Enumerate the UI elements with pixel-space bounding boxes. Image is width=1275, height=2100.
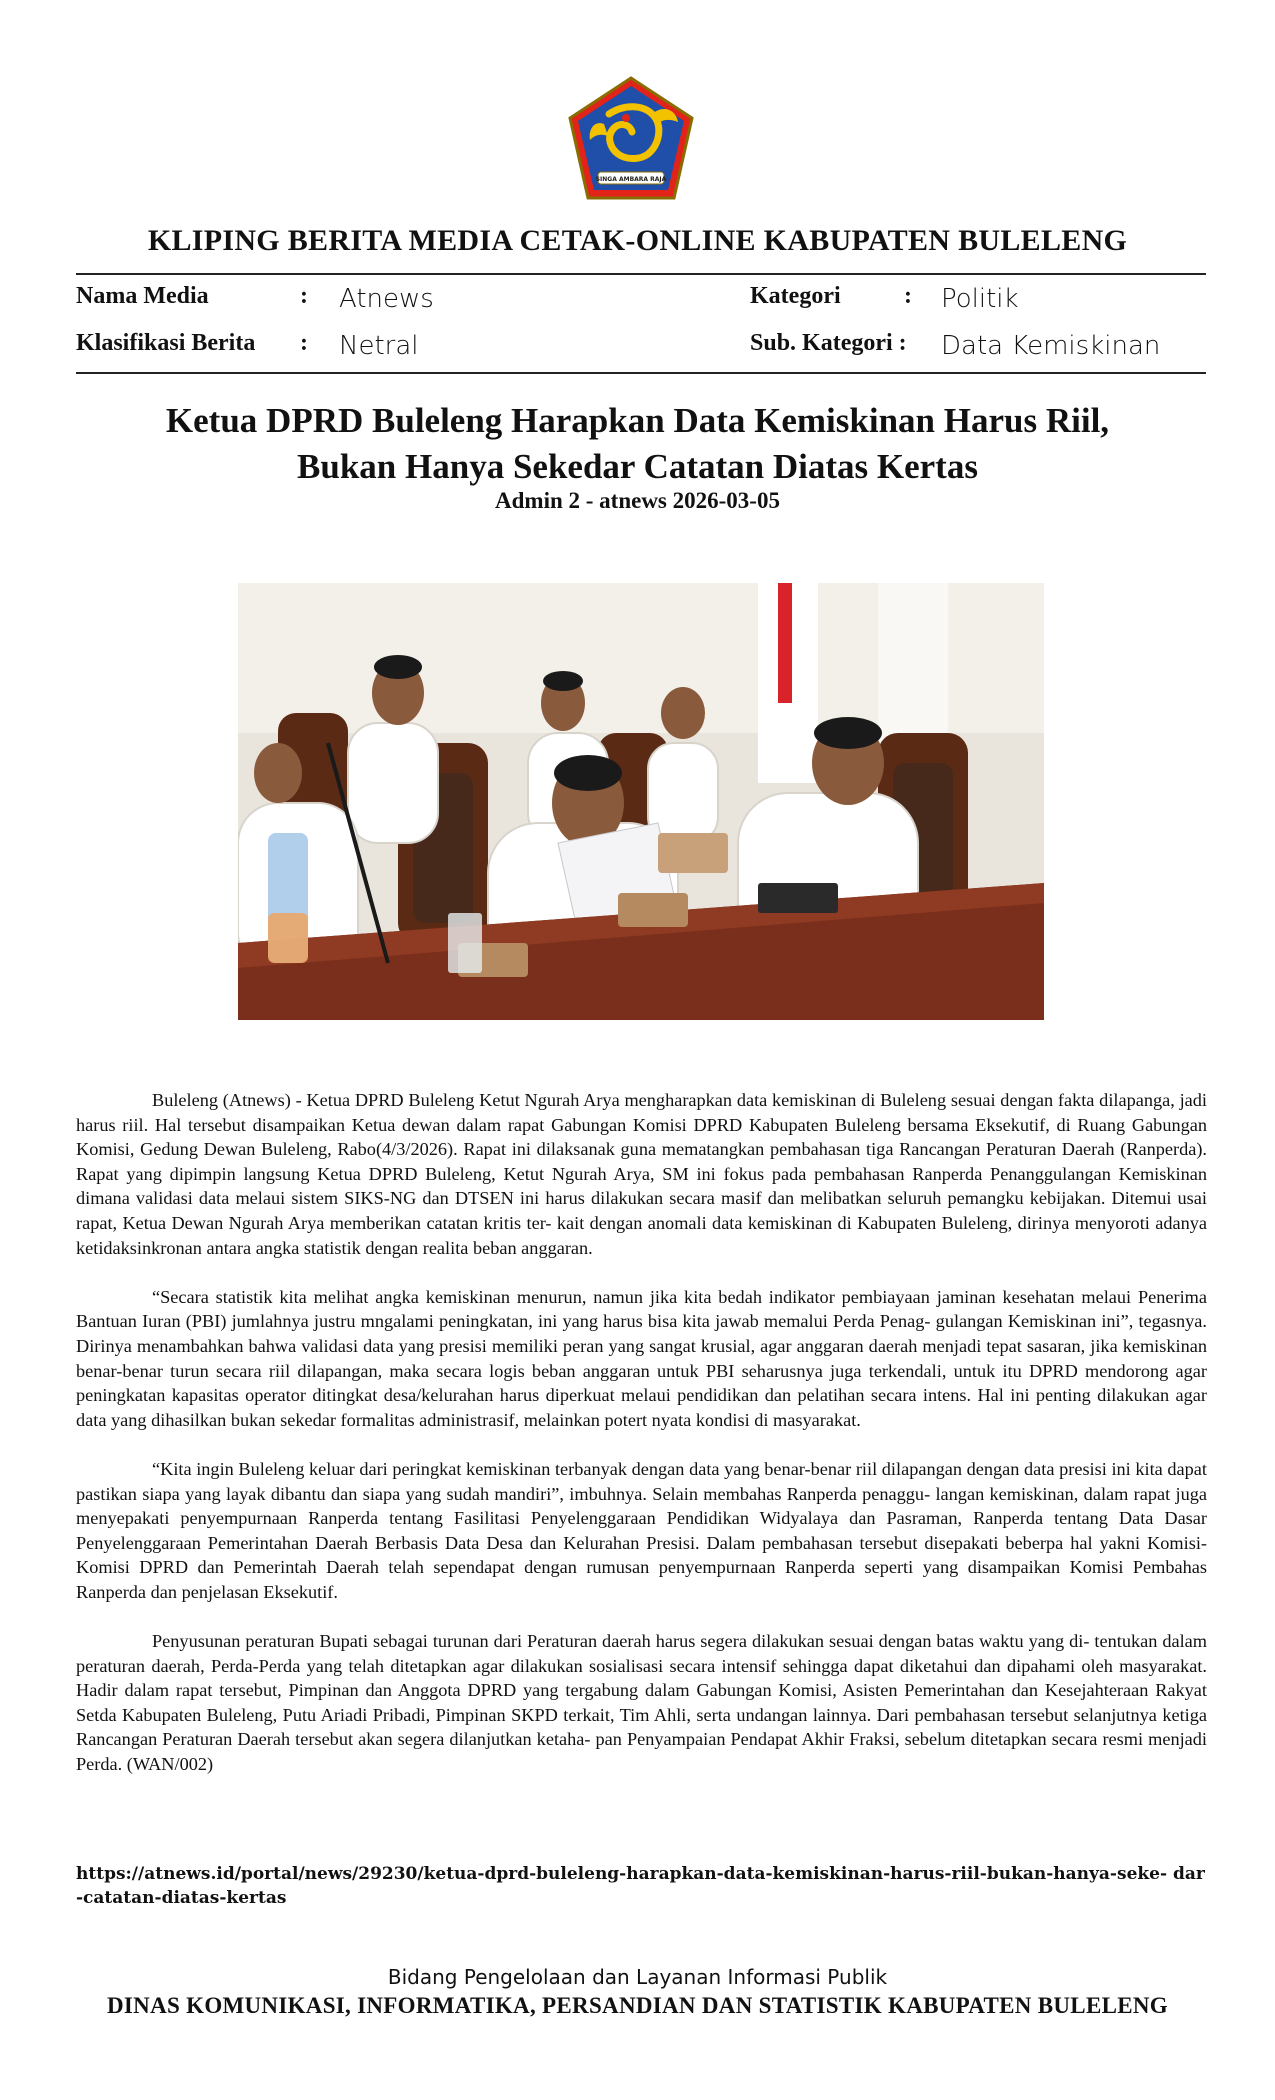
buleleng-emblem-logo [564, 74, 698, 202]
sub-kategori-value: Data Kemiskinan [941, 331, 1161, 361]
header-top-divider [76, 273, 1206, 275]
article-body [76, 1088, 1207, 1801]
article-paragraph-4: Penyusunan peraturan Bupati sebagai turunan dari Peraturan daerah harus segera dilakukan sesuai dengan batas waktu yang di- tentukan dalam peraturan daerah, Perda-Perda yang telah ditetapkan agar dilakukan sosialisasi secara intensif sehingga dapat diketahui dan dipahami oleh masyarakat. Hadir dalam rapat tersebut, Pimpinan dan Anggota DPRD yang tergabung dalam Gabungan Komisi, Asisten Pemerintahan dan Kesejahteraan Rakyat Setda Kabupaten Buleleng, Putu Ariadi Pribadi, Pimpinan SKPD terkait, Tim Ahli, serta undangan lainnya. Dari pembahasan tersebut selanjutnya ketiga Rancangan Peraturan Daerah tersebut akan segera dilanjutkan ketaha- pan Penyampaian Pendapat Akhir Fraksi, sebelum ditetapkan secara resmi menjadi Perda. (WAN/002) [76, 1631, 1207, 1775]
article-byline: Admin 2 - atnews 2026-03-05 [495, 488, 780, 513]
kategori-value: Politik [941, 284, 1019, 314]
nama-media-value: Atnews [339, 284, 434, 314]
kategori-label: Kategori [750, 283, 841, 309]
document-title: KLIPING BERITA MEDIA CETAK-ONLINE KABUPATEN BULELENG [147, 224, 1128, 257]
sub-kategori-label: Sub. Kategori : [750, 330, 907, 356]
kategori-colon: : [904, 283, 912, 309]
article-headline [0, 398, 1275, 490]
klasifikasi-berita-label: Klasifikasi Berita [76, 330, 256, 356]
logo-caption: SINGA AMBARA RAJA [595, 176, 667, 183]
nama-media-label: Nama Media [76, 283, 209, 309]
article-paragraph-1: Buleleng (Atnews) - Ketua DPRD Buleleng Ketut Ngurah Arya mengharapkan data kemiskinan di Buleleng sesuai dengan fakta dilapanga, jadi harus riil. Hal tersebut disampaikan Ketua dewan dalam rapat Gabungan Komisi DPRD Kabupaten Buleleng bersama Eksekutif, di Ruang Gabungan Komisi, Gedung Dewan Buleleng, Rabo(4/3/2026). Rapat ini dilaksanak guna mematangkan pembahasan tiga Rancangan Peraturan Daerah (Ranperda). Rapat yang dipimpin langsung Ketua DPRD Buleleng, Ketut Ngurah Arya, SM ini fokus pada pembahasan Ranperda Penanggulangan Kemiskinan dimana validasi data melaui sistem SIKS-NG dan DTSEN ini harus dilakukan secara masif dan melibatkan seluruh pemangku kebijakan. Ditemui usai rapat, Ketua Dewan Ngurah Arya memberikan catatan kritis ter- kait dengan anomali data kemiskinan di Kabupaten Buleleng, dirinya menyoroti adanya ketidaksinkronan antara angka statistik dengan realita beban anggaran. [76, 1090, 1207, 1258]
headline-line-1: Ketua DPRD Buleleng Harapkan Data Kemiskinan Harus Riil, [165, 401, 1110, 440]
header-bottom-divider [76, 372, 1206, 374]
article-photo-meeting [238, 583, 1044, 1020]
nama-media-colon: : [300, 283, 308, 309]
article-paragraph-2: “Secara statistik kita melihat angka kemiskinan menurun, namun jika kita bedah indikator pembiayaan jaminan kesehatan melaui Penerima Bantuan Iuran (PBI) jumlahnya justru mngalami peningkatan, ini yang harus bisa kita jawab memalui Perda Penag- gulangan Kemiskinan ini”, tegasnya. Dirinya menambahkan bahwa validasi data yang presisi memiliki peran yang sangat krusial, agar anggaran daerah menjadi tepat sasaran, jika kemiskinan benar-benar turun secara riil dilapangan, maka secara logis beban anggaran untuk PBI seharusnya juga terkendali, untuk itu DPRD mendorong agar peningkatan kapasitas operator ditingkat desa/kelurahan harus diperkuat melaui pendidikan dan pelatihan secara intens. Hal ini penting dilakukan agar data yang dihasilkan bukan sekedar formalitas administrasif, melainkan potert nyata kondisi di masyarakat. [76, 1286, 1207, 1430]
footer-department: Bidang Pengelolaan dan Layanan Informasi Publik [387, 1965, 888, 1989]
article-source-url: https://atnews.id/portal/news/29230/ketua-dprd-buleleng-harapkan-data-kemiskinan-harus-riil-bukan-hanya-seke- dar-catatan-diatas-kertas [76, 1864, 1205, 1908]
klasifikasi-colon: : [300, 330, 308, 356]
article-paragraph-3: “Kita ingin Buleleng keluar dari peringkat kemiskinan terbanyak dengan data yang benar-benar riil dilapangan dengan data presisi ini kita dapat pastikan siapa yang layak dibantu dan siapa yang sudah mandiri”, imbuhnya. Selain membahas Ranperda penaggu- langan kemiskinan, dalam rapat juga menyepakati penyempurnaan Ranperda tentang Fasilitasi Penyelenggaraan Pendidikan Widyalaya dan Pasraman, Ranperda tentang Data Dasar Penyelenggaraan Pemerintahan Daerah Berbasis Data Desa dan Kelurahan Presisi. Dalam pembahasan tersebut disepakati beberpa hal yakni Komisi-Komisi DPRD dan Pemerintah Daerah telah sependapat dengan rumusan penyempurnaan Ranperda seperti yang disampaikan Komisi Pembahas Ranperda dan penjelasan Eksekutif. [76, 1458, 1207, 1602]
headline-line-2: Bukan Hanya Sekedar Catatan Diatas Kertas [297, 447, 978, 486]
klasifikasi-berita-value: Netral [339, 331, 419, 361]
footer-agency: DINAS KOMUNIKASI, INFORMATIKA, PERSANDIAN DAN STATISTIK KABUPATEN BULELENG [107, 1993, 1168, 2018]
